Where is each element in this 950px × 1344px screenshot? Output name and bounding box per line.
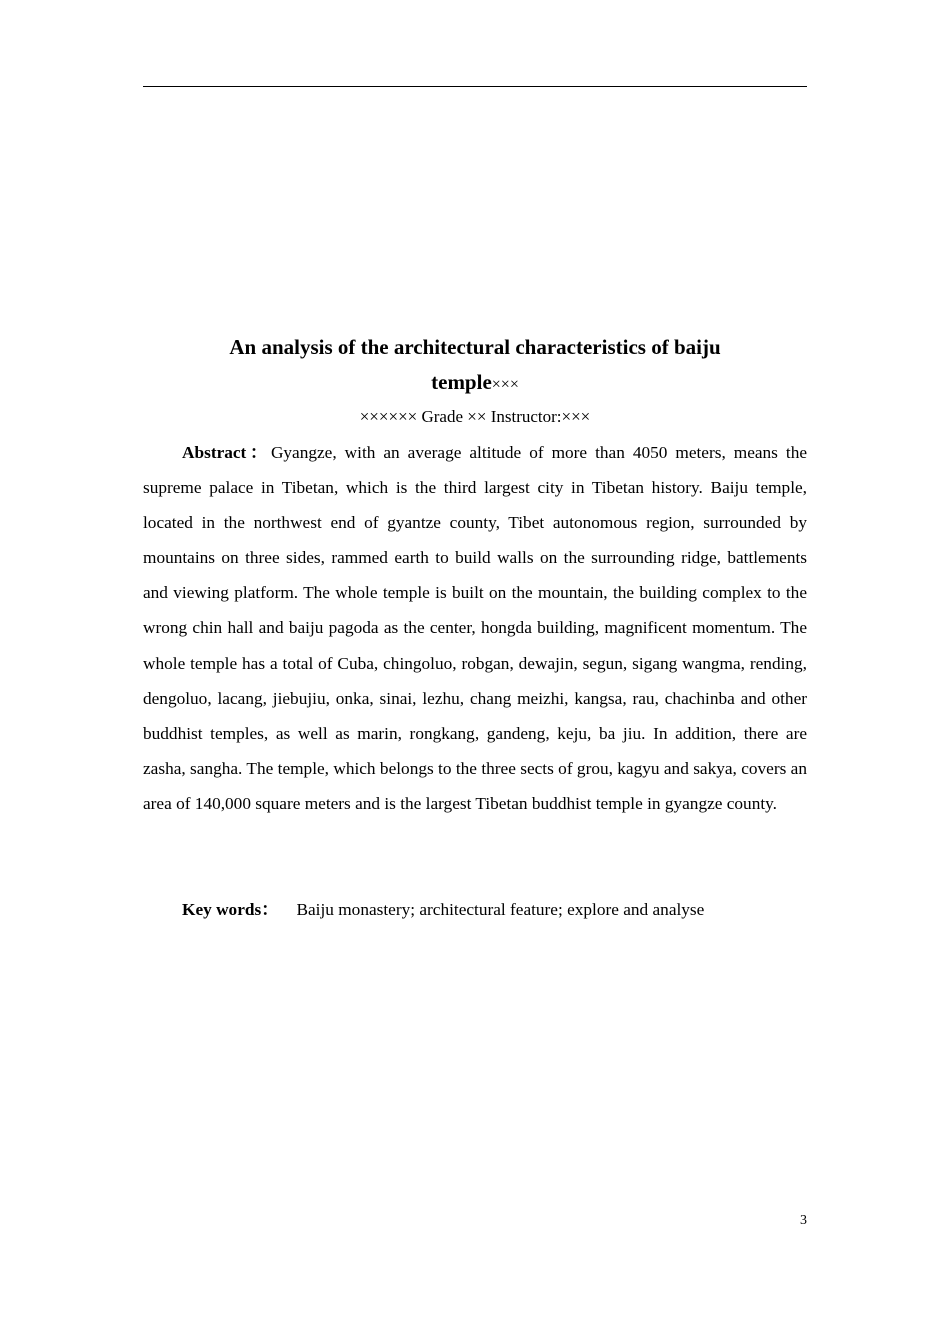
paper-title: [143, 330, 807, 402]
page-number: 3: [800, 1213, 807, 1228]
title-suffix: ×××: [491, 376, 519, 393]
title-line-1: An analysis of the architectural characteristics of baiju: [229, 335, 721, 359]
author-byline: ×××××× Grade ×× Instructor:×××: [359, 407, 591, 426]
keywords-paragraph: [143, 892, 807, 927]
header-rule: [143, 86, 807, 87]
keywords-text: Baiju monastery; architectural feature; explore and analyse: [296, 900, 705, 919]
title-line-2: [143, 365, 807, 402]
keywords-label: Key words：: [182, 900, 279, 919]
abstract-text: Gyangze, with an average altitude of more than 4050 meters, means the supreme palace in Tibetan, which is the third largest city in Tibetan history. Baiju temple, located in the northwest end of gyantze county, Tibet autonomous region, surrounded by mountains on three sides, rammed earth to build walls on the surrounding ridge, battlements and viewing platform. The whole temple is built on the mountain, the building complex to the wrong chin hall and baiju pagoda as the center, hongda building, magnificent momentum. The whole temple has a total of Cuba, chingoluo, robgan, dewajin, segun, sigang wangma, rending, dengoluo, lacang, jiebujiu, onka, sinai, lezhu, chang meizhi, kangsa, rau, chachinba and other buddhist temples, as well as marin, rongkang, gandeng, keju, ba jiu. In addition, there are zasha, sangha. The temple, which belongs to the three sects of grou, kagyu and sakya, covers an area of 140,000 square meters and is the largest Tibetan buddhist temple in gyangze county.: [143, 443, 807, 813]
title-line-2-text: temple: [431, 370, 492, 394]
abstract-label: Abstract：: [182, 443, 271, 462]
abstract-paragraph: [143, 435, 807, 821]
